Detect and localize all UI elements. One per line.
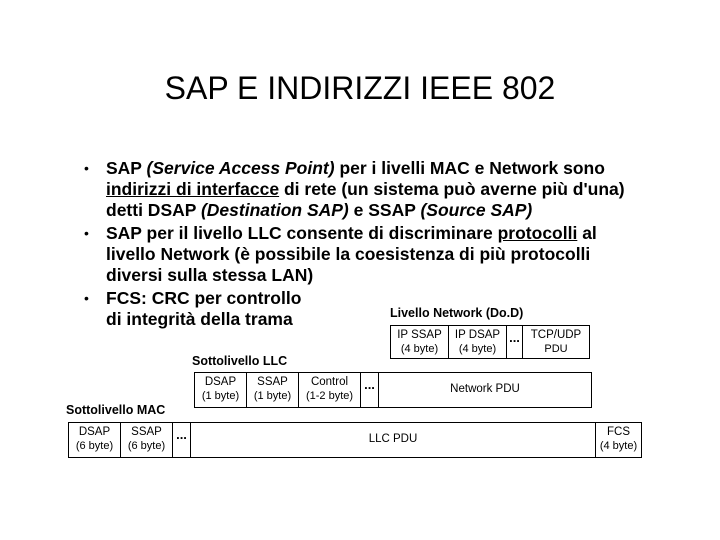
- bullet-fcs: • FCS: CRC per controllo di integrità della trama: [84, 288, 302, 329]
- llc-field-ssap: SSAP (1 byte): [247, 373, 299, 407]
- llc-sublayer-label: Sottolivello LLC: [192, 354, 288, 368]
- network-field-ellipsis: ...: [507, 326, 523, 358]
- llc-payload-network-pdu: Network PDU: [450, 383, 520, 395]
- mac-payload-llc-pdu: LLC PDU: [368, 433, 418, 445]
- bullet-sap-llc: • SAP per il livello LLC consente di discriminare protocolli al livello Network (è possibile la coesistenza di più protocolli diversi sulla stessa LAN): [84, 223, 597, 285]
- bullet-marker: •: [84, 290, 89, 306]
- slide-title: SAP E INDIRIZZI IEEE 802: [164, 70, 556, 106]
- mac-field-ssap: SSAP (6 byte): [121, 423, 173, 457]
- network-frame: [390, 325, 590, 359]
- mac-field-fcs: FCS (4 byte): [595, 423, 641, 457]
- llc-field-dsap: DSAP (1 byte): [195, 373, 247, 407]
- bullet-list: [84, 158, 644, 332]
- mac-sublayer-label: Sottolivello MAC: [66, 403, 166, 417]
- mac-field-dsap: DSAP (6 byte): [69, 423, 121, 457]
- bullet-marker: •: [84, 160, 89, 176]
- mac-frame: [68, 422, 642, 458]
- bullet-sap-definition: • SAP (Service Access Point) per i livelli MAC e Network sono indirizzi di interfacce di rete (un sistema può averne più d'una) detti DSAP (Destination SAP) e SSAP (Source SAP): [84, 158, 625, 220]
- network-field-tcp-udp: TCP/UDP PDU: [530, 329, 582, 355]
- llc-frame: [194, 372, 592, 408]
- network-layer-label: Livello Network (Do.D): [390, 306, 524, 320]
- llc-field-ellipsis: ...: [361, 373, 379, 407]
- network-field-ip-ssap: IP SSAP (4 byte): [391, 326, 449, 358]
- mac-field-ellipsis: ...: [173, 423, 191, 457]
- bullet-marker: •: [84, 225, 89, 241]
- network-field-ip-dsap: IP DSAP (4 byte): [449, 326, 507, 358]
- llc-field-control: Control (1-2 byte): [299, 373, 361, 407]
